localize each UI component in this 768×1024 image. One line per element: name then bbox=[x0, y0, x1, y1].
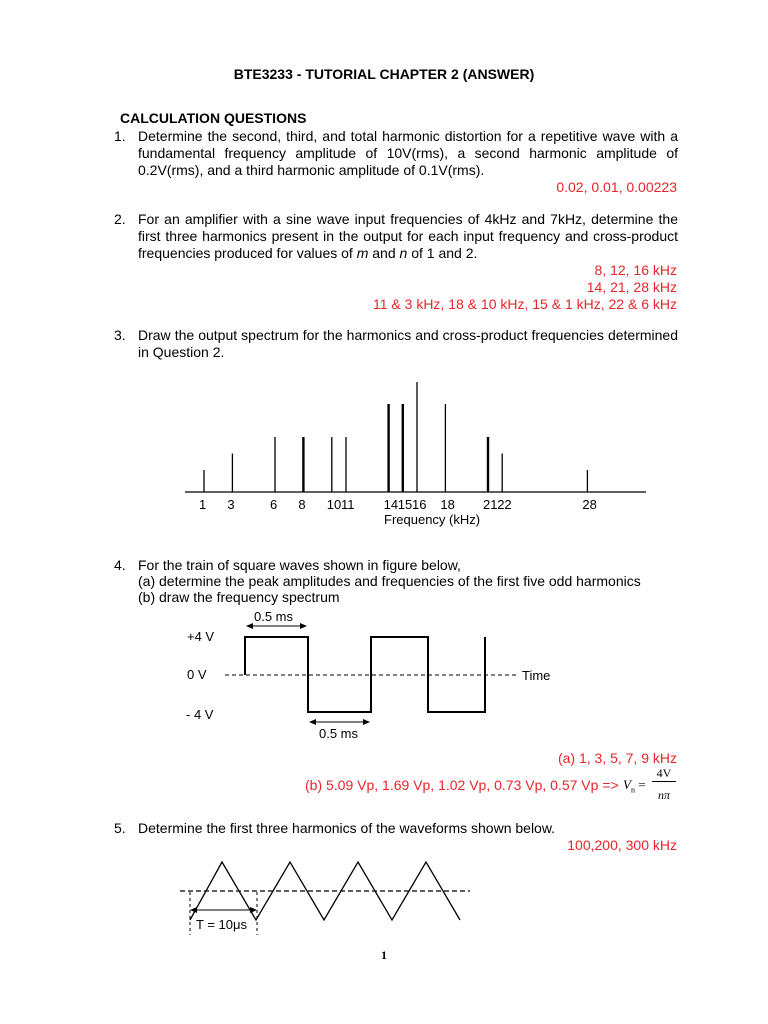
arrow-head bbox=[300, 623, 307, 629]
question-line: (b) draw the frequency spectrum bbox=[138, 589, 340, 605]
period-label-bottom: 0.5 ms bbox=[319, 726, 359, 741]
answer-text: 100,200, 300 kHz bbox=[567, 837, 677, 853]
tick-label: 16 bbox=[412, 497, 427, 512]
tick-label: 10 bbox=[326, 497, 342, 512]
page-title: BTE3233 - TUTORIAL CHAPTER 2 (ANSWER) bbox=[233, 66, 535, 82]
question-number: 4. bbox=[114, 557, 126, 573]
period-label-top: 0.5 ms bbox=[254, 609, 294, 624]
minus-4v-label: - 4 V bbox=[186, 707, 214, 722]
tick-label: 8 bbox=[298, 497, 306, 512]
question-line: For the train of square waves shown in figure below, bbox=[138, 557, 461, 573]
formula-numerator: 4V bbox=[652, 766, 676, 782]
question-line: 0.2V(rms), and a third harmonic amplitude of 0.1V(rms). bbox=[138, 162, 485, 178]
page-number: 1 bbox=[381, 948, 387, 962]
tick-label: 18 bbox=[440, 497, 455, 512]
question-line: Draw the output spectrum for the harmonics and cross-product frequencies determined bbox=[138, 327, 678, 343]
tick-label: 14 bbox=[383, 497, 399, 512]
answer-text: 11 & 3 kHz, 18 & 10 kHz, 15 & 1 kHz, 22 & 6 kHz bbox=[373, 296, 677, 312]
tick-label: 11 bbox=[341, 497, 355, 512]
question-number: 2. bbox=[114, 211, 126, 227]
text-run: and bbox=[368, 245, 400, 261]
tick-label: 22 bbox=[497, 497, 512, 512]
tick-label: 15 bbox=[397, 497, 413, 512]
answer-text: 14, 21, 28 kHz bbox=[586, 279, 677, 295]
answer-text: 0.02, 0.01, 0.00223 bbox=[556, 179, 677, 195]
arrow-head bbox=[250, 907, 257, 913]
time-label: Time bbox=[522, 668, 551, 683]
formula-equals: = bbox=[638, 777, 646, 792]
arrow-head bbox=[246, 623, 253, 629]
arrow-head bbox=[363, 719, 370, 725]
arrow-head bbox=[190, 907, 197, 913]
text-run: of 1 and 2. bbox=[407, 245, 478, 261]
tick-label: 28 bbox=[582, 497, 597, 512]
tick-label: 21 bbox=[483, 497, 498, 512]
zero-v-label: 0 V bbox=[187, 667, 207, 682]
formula-v: V bbox=[623, 777, 631, 792]
spectrum-chart bbox=[185, 382, 646, 492]
variable-n: n bbox=[399, 245, 408, 261]
text-run: frequencies produced for values of bbox=[138, 245, 357, 261]
question-number: 5. bbox=[114, 820, 126, 836]
section-heading: CALCULATION QUESTIONS bbox=[120, 110, 307, 126]
arrow-head bbox=[309, 719, 316, 725]
answer-b: (b) 5.09 Vp, 1.69 Vp, 1.02 Vp, 0.73 Vp, 0.57 Vp => bbox=[305, 777, 619, 793]
question-line: Determine the second, third, and total harmonic distortion for a repetitive wave with a bbox=[138, 128, 678, 144]
tick-label: 6 bbox=[270, 497, 278, 512]
question-line: first three harmonics present in the output for each input frequency and cross-product bbox=[138, 228, 678, 244]
x-axis-label: Frequency (kHz) bbox=[384, 512, 481, 527]
question-number: 3. bbox=[114, 327, 126, 343]
square-wave-figure bbox=[225, 623, 516, 725]
answer-a: (a) 1, 3, 5, 7, 9 kHz bbox=[557, 750, 677, 766]
period-label: T = 10μs bbox=[196, 917, 247, 932]
question-line: Determine the first three harmonics of the waveforms shown below. bbox=[138, 820, 556, 836]
formula bbox=[623, 777, 646, 795]
question-line: (a) determine the peak amplitudes and frequencies of the first five odd harmonics bbox=[138, 573, 641, 589]
variable-m: m bbox=[356, 245, 369, 261]
plus-4v-label: +4 V bbox=[187, 629, 215, 644]
question-line: For an amplifier with a sine wave input frequencies of 4kHz and 7kHz, determine the bbox=[138, 211, 678, 227]
question-line: fundamental frequency amplitude of 10V(rms), a second harmonic amplitude of bbox=[138, 145, 678, 161]
formula-denominator: nπ bbox=[657, 788, 670, 802]
question-number: 1. bbox=[114, 128, 126, 144]
tick-label: 1 bbox=[199, 497, 207, 512]
tick-label: 3 bbox=[227, 497, 235, 512]
answer-text: 8, 12, 16 kHz bbox=[594, 262, 677, 278]
question-line: in Question 2. bbox=[138, 344, 225, 360]
formula-sub: n bbox=[630, 785, 635, 795]
